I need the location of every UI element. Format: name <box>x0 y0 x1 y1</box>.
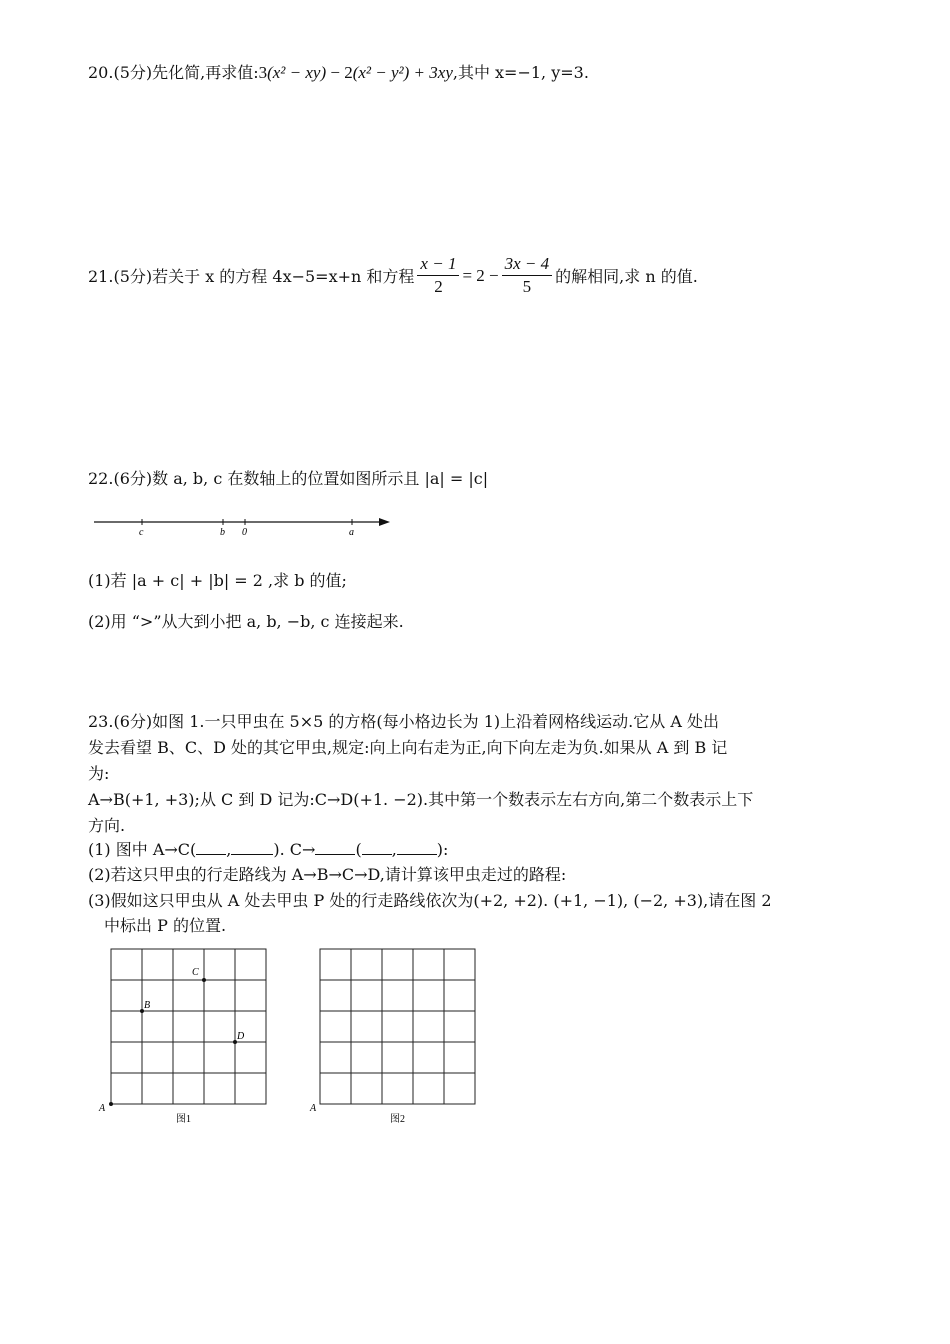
grid-2-lines <box>320 949 475 1104</box>
question-21 <box>88 254 698 297</box>
axis-label-b: b <box>220 527 225 538</box>
q23-p1-f: ): <box>436 840 449 859</box>
answer-blank-2[interactable] <box>231 840 273 855</box>
answer-blank-5[interactable] <box>397 840 437 855</box>
q20-expr-c: − 2 <box>326 63 353 82</box>
q20-expr-a: 3 <box>258 63 268 82</box>
question-23-part-2: (2)若这只甲虫的行走路线为 A→B→C→D,请计算该甲虫走过的路程: <box>88 865 567 884</box>
axis-label-c: c <box>139 527 144 538</box>
q23-p1-a: (1) 图中 A→C( <box>88 840 197 859</box>
q21-mid: = 2 − <box>462 265 499 285</box>
question-22-stem: 22.(6分)数 a, b, c 在数轴上的位置如图所示且 |a| = |c| <box>88 469 489 488</box>
grid-1-lines <box>111 949 266 1104</box>
figure-1-caption: 图1 <box>176 1114 191 1125</box>
q21-frac1-numerator: x − 1 <box>417 254 459 276</box>
question-22-part-2: (2)用 “>”从大到小把 a, b, −b, c 连接起来. <box>88 612 404 631</box>
axis-label-a: a <box>349 527 354 538</box>
answer-blank-1[interactable] <box>196 840 226 855</box>
question-23-part-3-line-2: 中标出 P 的位置. <box>104 916 227 935</box>
label-d: D <box>237 1031 245 1042</box>
point-c <box>202 978 206 982</box>
q23-p1-c: ). C→ <box>273 840 316 859</box>
answer-blank-3[interactable] <box>315 840 355 855</box>
q20-suffix: ,其中 x=−1, y=3. <box>452 63 589 82</box>
q23-p1-d: ( <box>355 840 362 859</box>
q21-frac2-denominator: 5 <box>522 277 532 296</box>
q20-prefix: 20.(5分)先化简,再求值: <box>88 63 259 82</box>
question-23-line-5: 方向. <box>88 816 126 835</box>
answer-blank-4[interactable] <box>362 840 392 855</box>
q21-frac2-numerator: 3x − 4 <box>502 254 553 276</box>
number-line-figure <box>90 510 400 540</box>
q21-suffix: 的解相同,求 n 的值. <box>555 267 698 286</box>
figure-2-caption: 图2 <box>390 1114 405 1125</box>
q20-expr-d: (x² − y²) <box>352 63 410 82</box>
point-a <box>109 1102 113 1106</box>
axis-label-zero: 0 <box>242 527 247 538</box>
q20-expr-e: + 3xy <box>409 63 453 82</box>
question-20 <box>88 60 589 83</box>
label-a: A <box>99 1103 106 1114</box>
question-23-line-1: 23.(6分)如图 1.一只甲虫在 5×5 的方格(每小格边长为 1)上沿着网格线运动.它从 A 处出 <box>88 712 719 731</box>
question-23-line-2: 发去看望 B、C、D 处的其它甲虫,规定:向上向右走为正,向下向左走为负.如果从 A 到 B 记 <box>88 738 728 757</box>
label-b: B <box>144 1000 151 1011</box>
label-c: C <box>192 967 199 978</box>
q21-fraction-2 <box>502 254 553 297</box>
grid-figure-2 <box>305 944 485 1129</box>
question-23-part-3-line-1: (3)假如这只甲虫从 A 处去甲虫 P 处的行走路线依次为(+2, +2). (+1, −1), (−2, +3),请在图 2 <box>88 891 772 910</box>
q21-frac1-denominator: 2 <box>434 277 443 296</box>
label-a-fig2: A <box>310 1103 317 1114</box>
question-23-part-1 <box>88 837 448 860</box>
q23-p1-b: , <box>226 840 232 859</box>
question-23-line-4: A→B(+1, +3);从 C 到 D 记为:C→D(+1. −2).其中第一个数表示左右方向,第二个数表示上下 <box>88 790 754 809</box>
grid-figure-1 <box>96 944 276 1129</box>
question-22-part-1: (1)若 |a + c| + |b| = 2 ,求 b 的值; <box>88 571 347 590</box>
question-23-line-3: 为: <box>88 764 110 783</box>
q20-expr-b: (x² − xy) <box>267 63 327 82</box>
number-line-arrow-icon <box>379 518 390 526</box>
q21-prefix: 21.(5分)若关于 x 的方程 4x−5=x+n 和方程 <box>88 267 415 286</box>
q23-p1-e: , <box>391 840 397 859</box>
q21-fraction-1 <box>417 254 459 297</box>
